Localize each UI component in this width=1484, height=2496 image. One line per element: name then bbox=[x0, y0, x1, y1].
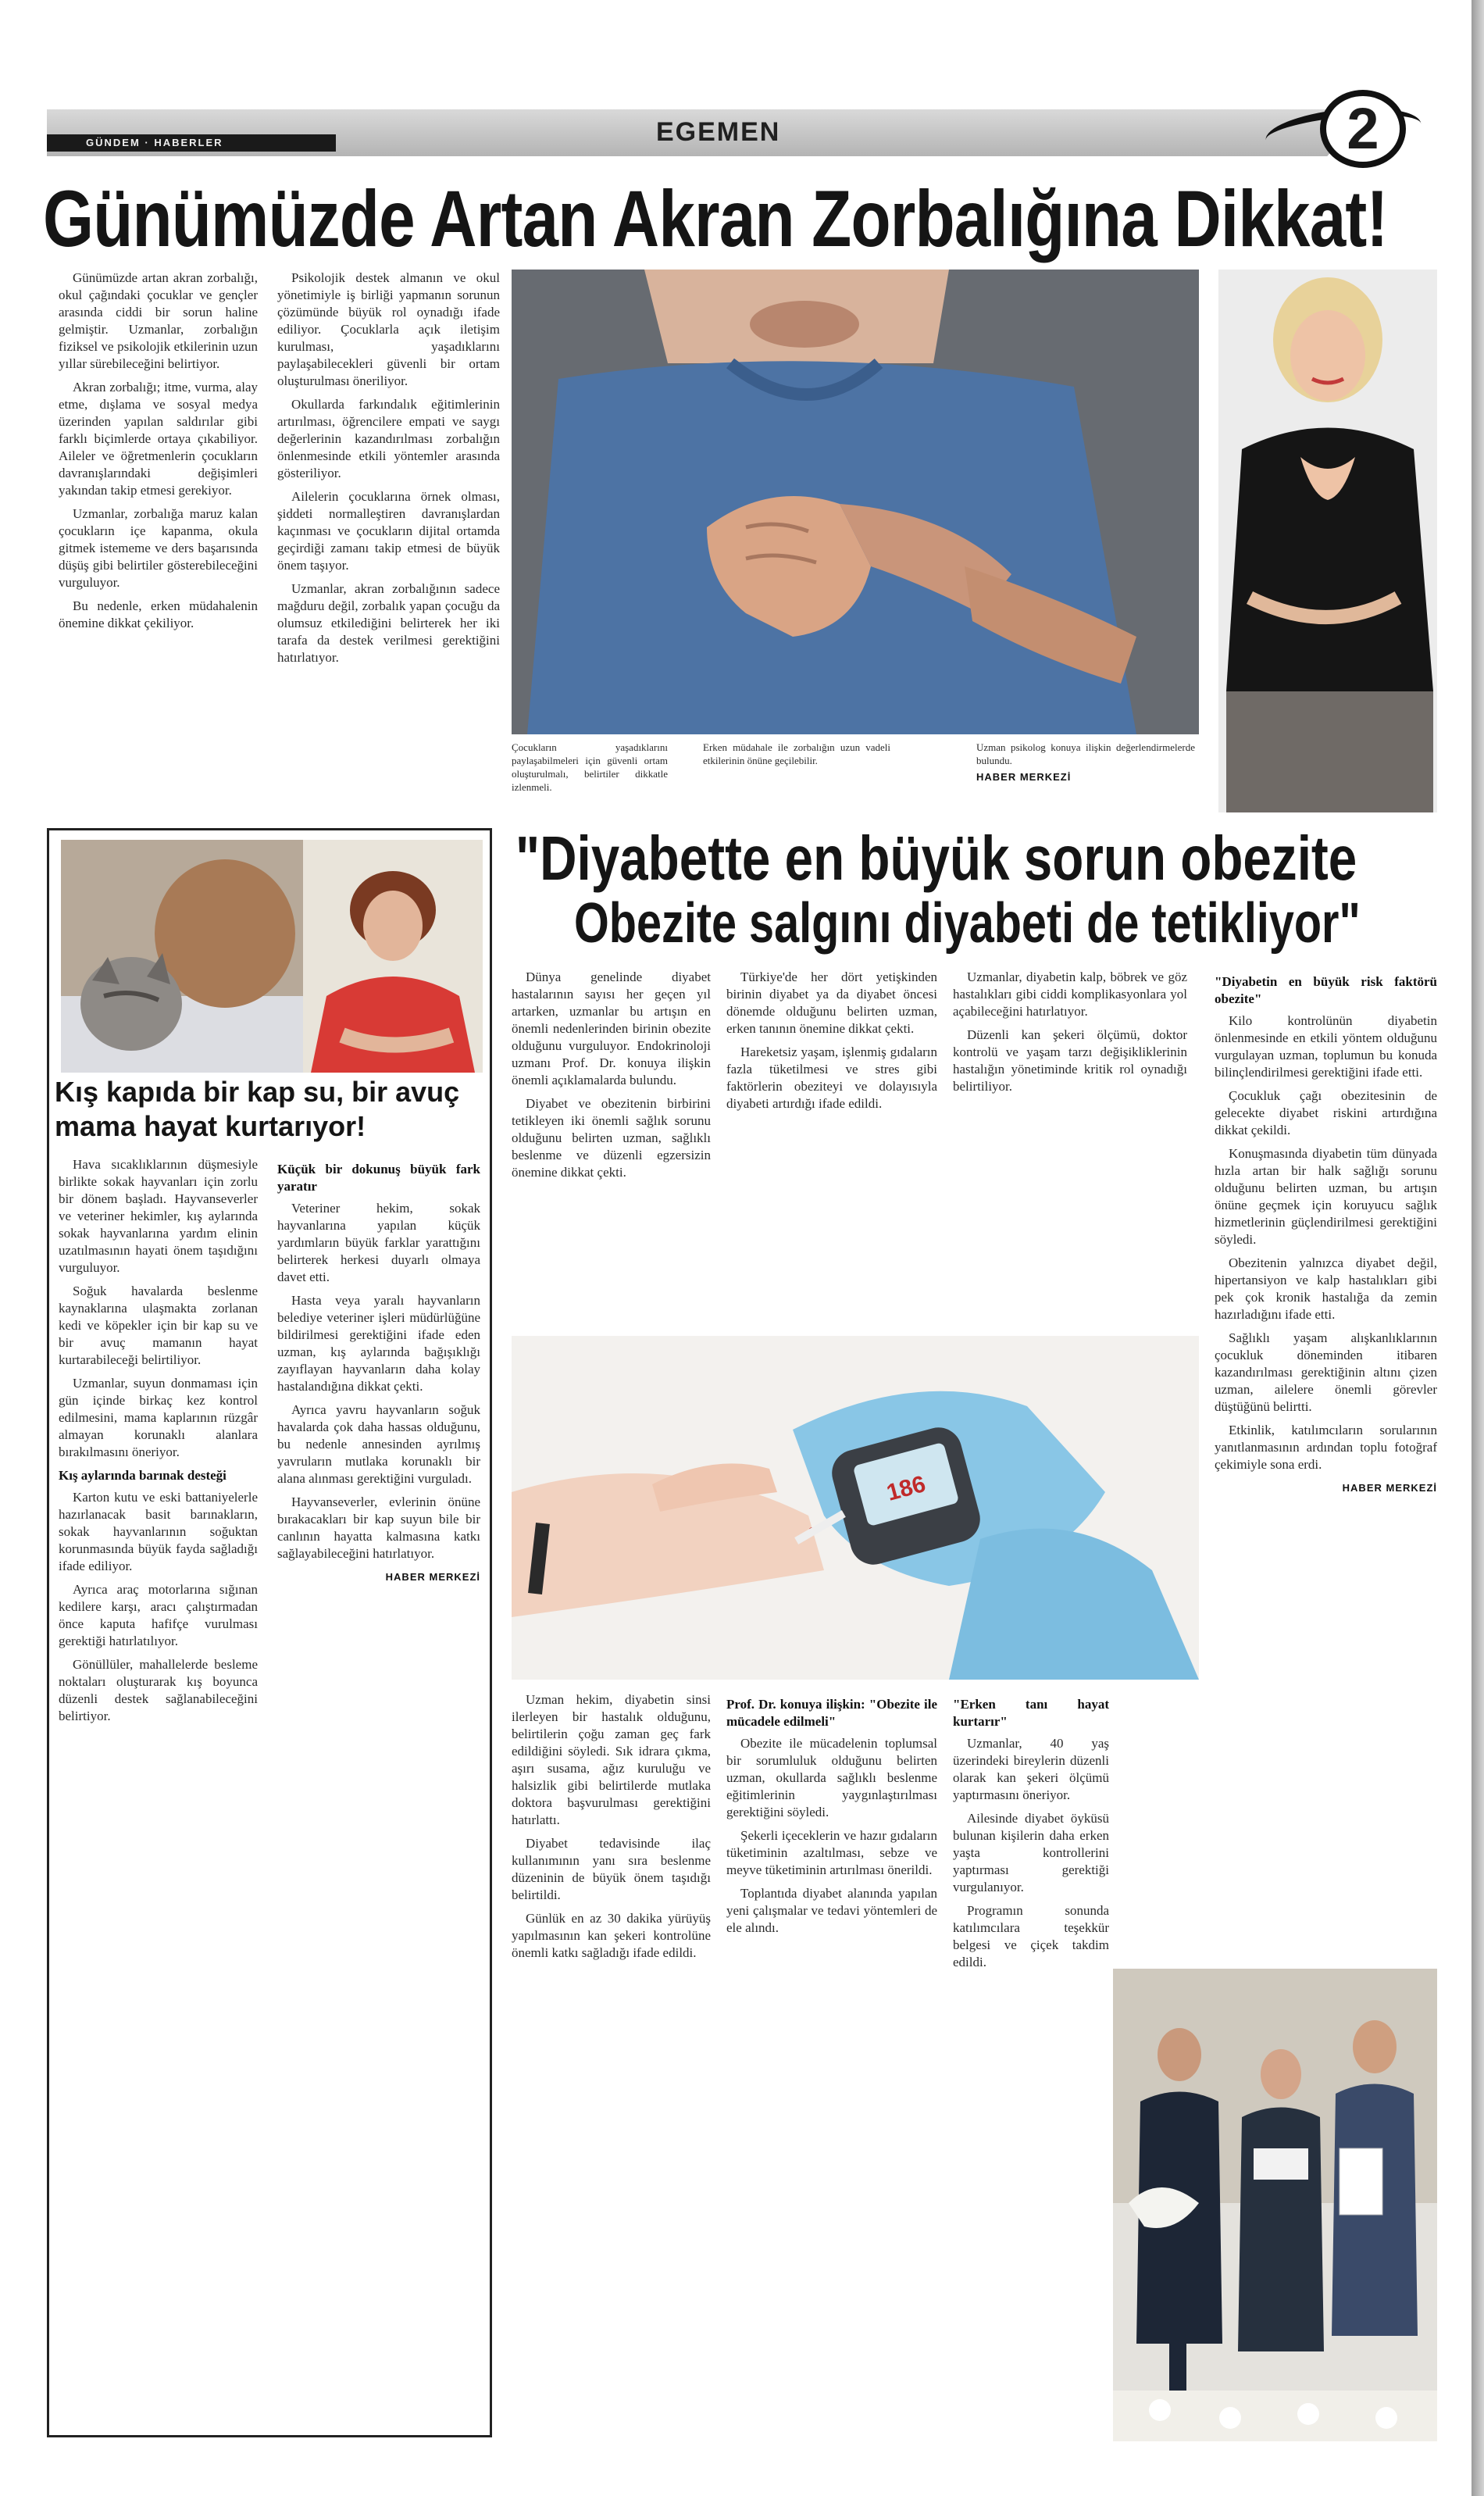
paragraph: Şekerli içeceklerin ve hazır gıdaların tüketiminin azaltılması, sebze ve meyve tüketiminin artırılması önerildi. bbox=[726, 1828, 937, 1877]
diabetes-subhead: Prof. Dr. konuya ilişkin: "Obezite ile mücadele edilmeli" bbox=[726, 1697, 937, 1729]
paragraph: Karton kutu ve eski battaniyelerle hazırlanacak basit barınakların, sokak hayvanlarının soğuktan korunmasında büyük fayda sağladığı ifade ediliyor. bbox=[59, 1490, 258, 1573]
paragraph: Uzmanlar, zorbalığa maruz kalan çocukların içe kapanma, okula gitmek istememe ve ders başarısında düşüş gibi belirtiler gösterebileceğini vurguluyor. bbox=[59, 506, 258, 590]
paragraph: Veteriner hekim, sokak hayvanlarına yapılan küçük yardımların büyük farklar yarattığını belirterek herkesi duyarlı olmaya davet etti. bbox=[277, 1201, 480, 1284]
paragraph: Uzmanlar, diyabetin kalp, böbrek ve göz hastalıkları gibi ciddi komplikasyonlara yol açabileceğini hatırlatıyor. bbox=[953, 969, 1187, 1019]
cats-and-vet-image bbox=[61, 840, 483, 1073]
paragraph: Günümüzde artan akran zorbalığı, okul çağındaki çocuklar ve gençler arasında ciddi bir sorun haline gelmiştir. Uzmanlar, zorbalığın fiziksel ve psikolojik etkilerinin uzun yıllar sürebileceğini belirtiyor. bbox=[59, 270, 258, 371]
paragraph: Hareketsiz yaşam, işlenmiş gıdaların fazla tüketilmesi ve stres gibi faktörlerin obeziteyi ve dolayısıyla diyabeti artırdığı ifade edildi. bbox=[726, 1044, 937, 1111]
paragraph: Konuşmasında diyabetin tüm dünyada hızla artan bir halk sağlığı sorunu olduğunu belirten uzman, bu artışın önüne geçmek için koruyucu sağlık hizmetlerinin güçlendirilmesi gerektiğini söyledi. bbox=[1215, 1146, 1437, 1247]
paragraph: Programın sonunda katılımcılara teşekkür belgesi ve çiçek takdim edildi. bbox=[953, 1903, 1109, 1969]
caption-text: Erken müdahale ile zorbalığın uzun vadeli etkilerinin önüne geçilebilir. bbox=[703, 741, 890, 766]
main-story-photo bbox=[512, 270, 1199, 734]
main-story-column-2 bbox=[277, 270, 500, 809]
masthead: EGEMEN bbox=[656, 117, 781, 147]
paragraph: Gönüllüler, mahallelerde besleme noktaları oluşturarak kış boyunca düzenli destek sağlanabileceğini belirtiyor. bbox=[59, 1657, 258, 1723]
psychologist-portrait-photo bbox=[1218, 270, 1437, 812]
paragraph: Diyabet tedavisinde ilaç kullanımının yanı sıra beslenme düzeninin de büyük önem taşıdığı belirtildi. bbox=[512, 1836, 711, 1902]
diabetes-column-2 bbox=[726, 969, 937, 1328]
woman-portrait-image bbox=[1218, 270, 1437, 812]
side-story-column-2 bbox=[277, 1156, 480, 2426]
diabetes-lower-column-2 bbox=[726, 1691, 937, 2437]
byline: HABER MERKEZİ bbox=[1342, 1482, 1437, 1494]
diabetes-lower-column-3 bbox=[953, 1691, 1109, 2437]
photo-caption-a bbox=[512, 741, 668, 803]
byline: HABER MERKEZİ bbox=[385, 1571, 480, 1583]
paragraph: Ailelerin çocuklarına örnek olması, şiddeti normalleştiren davranışlardan kaçınması ve çocukların dijital ortamda geçirdiği zamanı takip etmesi de büyük önem taşıyor. bbox=[277, 489, 500, 573]
diabetes-right-column bbox=[1215, 969, 1437, 1828]
diabetes-column-1 bbox=[512, 969, 711, 1328]
diabetes-column-3 bbox=[953, 969, 1187, 1328]
main-story-column-1 bbox=[59, 270, 258, 809]
diabetes-headline-line-1: "Diyabette en büyük sorun obezite bbox=[515, 823, 1357, 893]
section-tag: GÜNDEM · HABERLER bbox=[47, 134, 336, 152]
side-story-column-1 bbox=[59, 1156, 258, 2426]
paragraph: Uzmanlar, suyun donmaması için gün içinde birkaç kez kontrol edilmesini, mama kaplarının rüzgâr almayan korunaklı alanlara bırakılmasını öneriyor. bbox=[59, 1376, 258, 1459]
paragraph: Hayvanseverler, evlerinin önüne bırakacakları bir kap suyun bile bir canlının hayatta kalmasına katkı sağlayabileceğini hatırlatıyor. bbox=[277, 1494, 480, 1561]
paragraph: Uzman hekim, diyabetin sinsi ilerleyen bir hastalık olduğunu, belirtilerin çoğu zaman geç fark edildiğini söyledi. Sık idrara çıkma, aşırı susama, ağız kuruluğu ve halsizlik gibi belirtilerde mutlaka doktora başvurulması gerektiğini hatırlattı. bbox=[512, 1692, 711, 1827]
page-edge bbox=[1472, 0, 1484, 2496]
glucose-test-image bbox=[512, 1336, 1199, 1680]
diabetes-subhead: "Erken tanı hayat kurtarır" bbox=[953, 1697, 1109, 1729]
paragraph: Okullarda farkındalık eğitimlerinin artırılması, öğrencilere empati ve saygı değerlerinin kazandırılması zorbalığın önlenmesinde etkili yöntemler arasında gösteriliyor. bbox=[277, 397, 500, 480]
paragraph: Akran zorbalığı; itme, vurma, alay etme, dışlama ve sosyal medya üzerinden yapılan saldırılar gibi farklı biçimlerde ortaya çıkabiliyor. Aileler ve öğretmenlerin çocukların davranışlarındaki değişimleri yakından takip etmesi gerekiyor. bbox=[59, 380, 258, 498]
paragraph: Obezite ile mücadelenin toplumsal bir sorumluluk olduğunu belirten uzman, okullarda sağlıklı beslenme eğitimlerinin yaygınlaştırılması gerektiğini söyledi. bbox=[726, 1736, 937, 1819]
photo-caption-b bbox=[703, 741, 890, 803]
boy-fist-image bbox=[512, 270, 1199, 734]
side-story-photo bbox=[61, 840, 483, 1073]
paragraph: Psikolojik destek almanın ve okul yönetimiyle iş birliği yapmanın sorunun çözümünde büyük rol oynadığı ifade ediliyor. Çocuklarla açık iletişim kurulması, yaşadıklarını paylaşabilecekleri güvenli bir ortam oluşturulması öneriliyor. bbox=[277, 270, 500, 388]
paragraph: Soğuk havalarda beslenme kaynaklarına ulaşmakta zorlanan kedi ve köpekler için bir kap su ve bir avuç mamanın hayat kurtarabileceği belirtiliyor. bbox=[59, 1284, 258, 1367]
paragraph: Ailesinde diyabet öyküsü bulunan kişilerin daha erken yaşta kontrollerini yaptırması gerektiği vurgulanıyor. bbox=[953, 1811, 1109, 1894]
photo-caption-c bbox=[976, 741, 1195, 803]
paragraph: Uzmanlar, akran zorbalığının sadece mağduru değil, zorbalık yapan çocuğu da olumsuz etkilediğini belirterek her iki tarafa da destek verilmesi gerektiğini hatırlatıyor. bbox=[277, 581, 500, 665]
main-headline: Günümüzde Artan Akran Zorbalığına Dikkat! bbox=[43, 174, 1388, 263]
paragraph: Obezitenin yalnızca diyabet değil, hipertansiyon ve kalp hastalıkları gibi pek çok kronik hastalığa da zemin hazırladığını ifade etti. bbox=[1215, 1255, 1437, 1322]
paragraph: Diyabet ve obezitenin birbirini tetikleyen iki önemli sağlık sorunu olduğunu belirten uzman, sağlıklı beslenme ve düzenli egzersizin önemine dikkat çekti. bbox=[512, 1096, 711, 1180]
side-story-title: Kış kapıda bir kap su, bir avuç mama hayat kurtarıyor! bbox=[55, 1076, 460, 1142]
paragraph: Çocukluk çağı obezitesinin de gelecekte diyabet riskini artırdığına dikkat çekildi. bbox=[1215, 1088, 1437, 1137]
side-story-subhead: Kış aylarında barınak desteği bbox=[59, 1468, 227, 1483]
paragraph: Etkinlik, katılımcıların sorularının yanıtlanmasının ardından toplu fotoğraf çekimiyle sona erdi. bbox=[1215, 1423, 1437, 1472]
paragraph: Ayrıca araç motorlarına sığınan kedilere karşı, aracı çalıştırmadan önce kaputa hafifçe vurulması gerektiği hatırlatılıyor. bbox=[59, 1582, 258, 1648]
paragraph: Uzmanlar, 40 yaş üzerindeki bireylerin düzenli olarak kan şekeri ölçümü yaptırmasını öneriyor. bbox=[953, 1736, 1109, 1802]
diabetes-headline-line-2: Obezite salgını diyabeti de tetikliyor" bbox=[574, 892, 1361, 955]
paragraph: Günlük en az 30 dakika yürüyüş yapılmasının kan şekeri kontrolüne önemli katkı sağladığı ifade edildi. bbox=[512, 1911, 711, 1960]
svg-text:186: 186 bbox=[883, 1471, 929, 1506]
page-number-badge bbox=[1265, 86, 1429, 172]
glucose-meter-photo bbox=[512, 1336, 1199, 1680]
caption-text: Uzman psikolog konuya ilişkin değerlendirmelerde bulundu. bbox=[976, 741, 1195, 766]
paragraph: Hava sıcaklıklarının düşmesiyle birlikte sokak hayvanları için zorlu bir dönem başladı. Hayvanseverler ve veteriner hekimler, kış aylarında sokak hayvanlarına yardım elinin uzatılmasının hayati önem taşıdığını vurguluyor. bbox=[59, 1157, 258, 1275]
caption-text: Çocukların yaşadıklarını paylaşabilmeleri için güvenli ortam oluşturulmalı, belirtiler dikkatle izlenmeli. bbox=[512, 741, 668, 793]
byline: HABER MERKEZİ bbox=[976, 771, 1072, 783]
diabetes-lower-column-1 bbox=[512, 1691, 711, 2437]
three-men-award-image bbox=[1113, 1969, 1437, 2441]
paragraph: Ayrıca yavru hayvanların soğuk havalarda çok daha hassas olduğunu, bu nedenle annesinden ayrılmış yavruların mutlaka korunaklı bir alana alınması gerektiğini vurguladı. bbox=[277, 1402, 480, 1486]
side-story-subhead: Küçük bir dokunuş büyük fark yaratır bbox=[277, 1162, 480, 1194]
paragraph: Düzenli kan şekeri ölçümü, doktor kontrolü ve yaşam tarzı değişikliklerinin hastalığın yönetiminde kritik rol oynadığı belirtiliyor. bbox=[953, 1027, 1187, 1094]
page-number: 2 bbox=[1320, 90, 1406, 168]
paragraph: Türkiye'de her dört yetişkinden birinin diyabet ya da diyabet öncesi dönemde olduğunu belirten uzman, erken tanının önemine dikkat çekti. bbox=[726, 969, 937, 1036]
diabetes-subhead: "Diyabetin en büyük risk faktörü obezite" bbox=[1215, 974, 1437, 1006]
paragraph: Dünya genelinde diyabet hastalarının sayısı her geçen yıl artarken, uzmanlar bu artışın en önemli nedenlerinden birinin obezite olduğunu vurguluyor. Endokrinoloji uzmanı Prof. Dr. konuya ilişkin önemli açıklamalarda bulundu. bbox=[512, 969, 711, 1087]
paragraph: Bu nedenle, erken müdahalenin önemine dikkat çekiliyor. bbox=[59, 598, 258, 630]
paragraph: Kilo kontrolünün diyabetin önlenmesinde en etkili yöntem olduğunu vurgulayan uzman, toplumun bu konuda bilinçlendirilmesi gerektiğini ifade etti. bbox=[1215, 1013, 1437, 1080]
paragraph: Toplantıda diyabet alanında yapılan yeni çalışmalar ve tedavi yöntemleri de ele alındı. bbox=[726, 1886, 937, 1935]
paragraph: Sağlıklı yaşam alışkanlıklarının çocukluk döneminden itibaren kazandırılması gerektiğinin altını çizen uzman, ailelere önemli görevler düştüğünü belirtti. bbox=[1215, 1330, 1437, 1414]
award-ceremony-photo bbox=[1113, 1969, 1437, 2441]
paragraph: Hasta veya yaralı hayvanların belediye veteriner işleri müdürlüğüne bildirilmesi gerektiğini ifade eden uzman, kış aylarında bağışıklığı zayıflayan hayvanların daha kolay hastalandığına dikkat çekti. bbox=[277, 1293, 480, 1394]
